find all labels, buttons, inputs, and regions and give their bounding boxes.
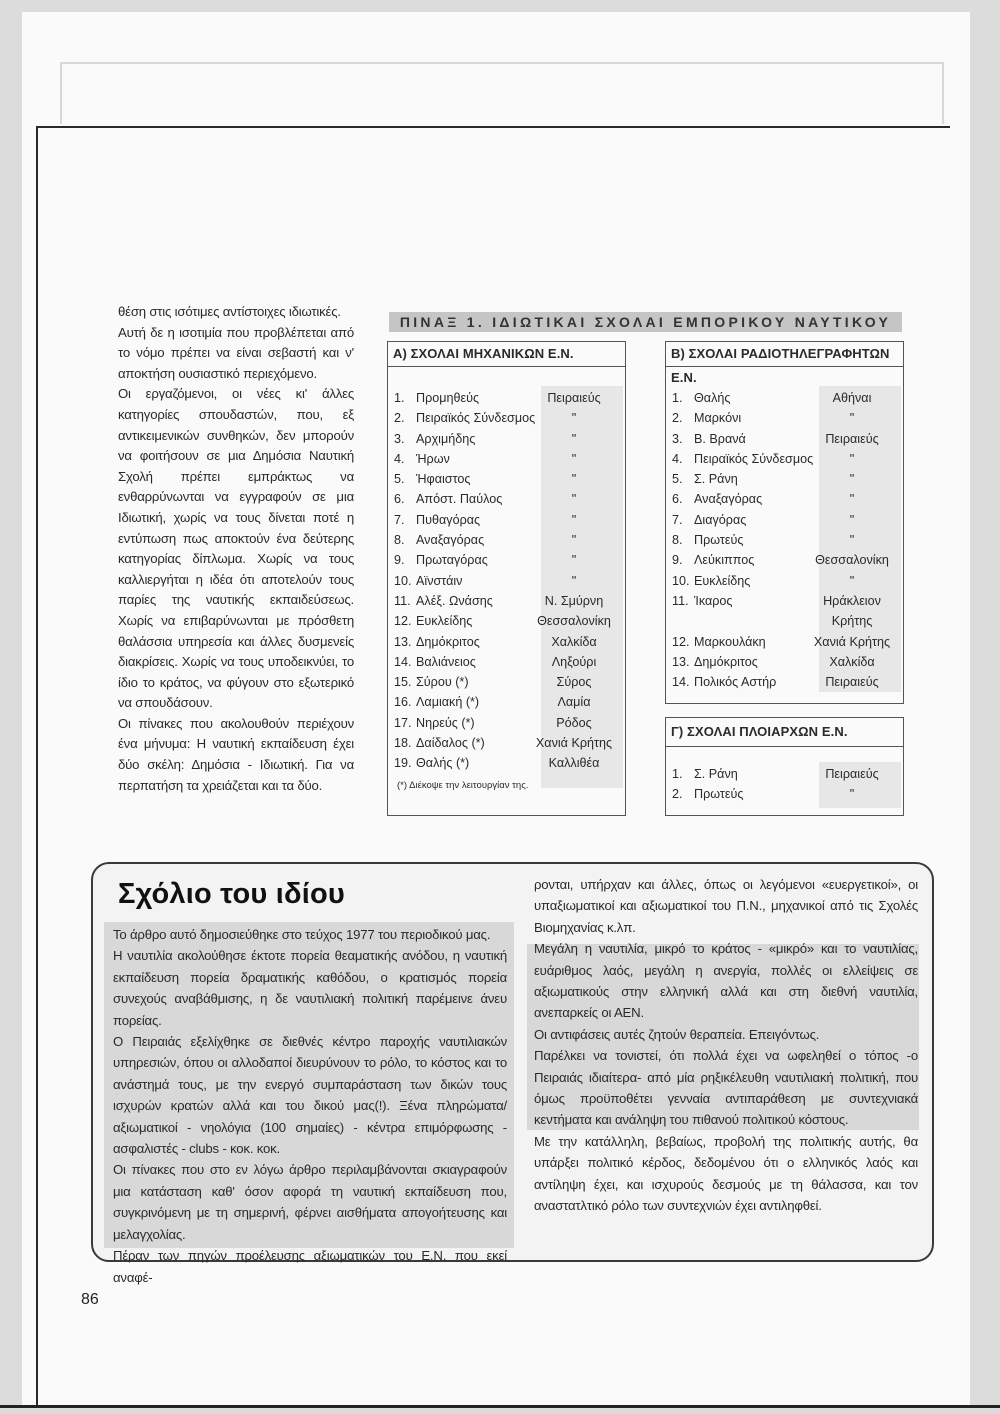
school-city: " [571,512,577,527]
table-c-box [665,717,904,816]
school-city: Ηράκλειον [823,593,881,608]
row-number: 8. [394,533,405,548]
row-number: 10. [672,573,690,588]
school-name: Ήφαιστος [416,472,471,487]
table-row [394,632,616,652]
school-city: " [849,573,855,588]
school-name: Σύρου (*) [416,675,469,690]
school-name: Λεύκιππος [694,553,755,568]
school-name: Πρωτεύς [694,533,744,548]
school-name: Πολικός Αστήρ [694,675,777,690]
comment-paragraph: Με την κατάλληλη, βεβαίως, προβολή της πολιτικής αυτής, θα υπάρξει πολιτικό κέρδος, δεδομένου ότι ο ελληνικός λαός και αντίληψη έχει, και ισχυρούς δεσμούς με τη θάλασσα, και τον αναστατλτικό ρόλο των συντεχνιών έχει αντιληφθεί. [534,1133,918,1214]
row-number: 4. [672,451,683,466]
table-a-rows [394,388,616,774]
school-city: " [571,431,577,446]
school-city: Λαμία [557,695,591,710]
school-city: Θεσσαλονίκη [537,614,611,629]
row-number: 2. [672,411,683,426]
comment-column-left [113,924,507,1288]
left-text-column [118,302,354,796]
school-name: Πειραϊκός Σύνδεσμος [694,451,814,466]
bleed-through-header [60,62,944,124]
comment-paragraph: Παρέλκει να τονιστεί, ότι πολλά έχει να ωφεληθεί ο τόπος -ο Πειραιάς ιδιαίτερα- από μία ρηξικέλευθη ναυτιλιακή πολιτική, που όμως προϋποθέτει γενναία αντιπαράθεση με συντεχνιακά κεντήματα και ανάληψη του πιθανού πολιτικού κόστους. [534,1048,918,1128]
table-row [672,510,894,530]
school-city: Πειραιεύς [547,391,601,405]
school-city: Θεσσαλονίκη [815,553,889,568]
row-number: 9. [394,553,405,568]
school-city: " [571,492,577,507]
row-number: 13. [394,634,412,649]
school-city: Καλλιθέα [548,756,600,771]
school-name: Σ. Ράνη [694,767,738,781]
school-city: Σύρος [556,675,592,690]
table-b-heading: Β) ΣΧΟΛΑΙ ΡΑΔΙΟΤΗΛΕΓΡΑΦΗΤΩΝ Ε.Ν. [666,342,903,367]
school-name: Μαρκουλάκη [694,634,766,649]
school-city: " [849,492,855,507]
bottom-edge-line [0,1405,1000,1408]
school-city: " [571,573,577,588]
table-row [394,672,616,692]
table-a-heading: Α) ΣΧΟΛΑΙ ΜΗΧΑΝΙΚΩΝ Ε.Ν. [388,342,625,367]
school-city: Χανιά Κρήτης [813,634,891,649]
school-city: " [849,411,855,426]
table-row [394,469,616,489]
table-row [394,591,616,611]
comment-paragraph: Πέραν των πηγών προέλευσης αξιωματικών του Ε.Ν. που εκεί αναφέ- [113,1248,507,1285]
table-row [672,489,894,509]
school-name: Ήρων [416,451,450,466]
table-row [672,388,894,408]
left-paragraph: θέση στις ισότιμες αντίστοιχες ιδιωτικές. [118,304,341,319]
table-c-heading: Γ) ΣΧΟΛΑΙ ΠΛΟΙΑΡΧΩΝ Ε.Ν. [666,718,903,747]
row-number: 2. [394,411,405,426]
row-number: 19. [394,756,412,771]
row-number: 11. [394,593,411,608]
school-name: Ευκλείδης [694,573,751,588]
school-city: Αθήναι [832,391,872,405]
table-row [672,611,894,631]
row-number: 12. [672,634,690,649]
school-city: " [849,512,855,527]
row-number: 4. [394,451,405,466]
table-row [394,753,616,773]
table-row [672,672,894,692]
row-number: 3. [672,431,683,446]
table-row [672,429,894,449]
comment-paragraph: Οι αντιφάσεις αυτές ζητούν θεραπεία. Επειγόντως. [534,1026,820,1042]
school-name: Προμηθεύς [416,391,480,405]
school-name: Απόστ. Παύλος [416,492,503,507]
school-city: Χανιά Κρήτης [535,736,613,751]
comment-paragraph: Οι πίνακες που στο εν λόγω άρθρο περιλαμβάνονται σκιαγραφούν μια κατάσταση καθ' όσον αφορά τη ναυτική εκπαίδευση που, συγκρινόμενη με τη σημερινή, φέρνει αισθήματα απογοήτευσης και μελαγχολίας. [113,1162,507,1242]
row-number: 3. [394,431,405,446]
row-number: 7. [394,512,405,527]
table-row [394,571,616,591]
table-a-box [387,341,626,816]
school-city: " [571,472,577,487]
table-row [672,652,894,672]
school-name: Βαλιάνειος [416,654,476,669]
row-number: 1. [394,391,405,405]
school-name: Δημόκριτος [416,634,480,649]
table-title: ΠΙΝΑΞ 1. ΙΔΙΩΤΙΚΑΙ ΣΧΟΛΑΙ ΕΜΠΟΡΙΚΟΥ ΝΑΥΤΙΚΟΥ [389,312,902,332]
school-name: Αναξαγόρας [416,533,485,548]
school-city: Χαλκίδα [829,654,875,669]
row-number: 13. [672,654,690,669]
school-name: Δημόκριτος [694,654,758,669]
row-number: 15. [394,675,412,690]
row-number: 2. [672,787,683,802]
table-row [672,469,894,489]
row-number: 10. [394,573,412,588]
table-row [672,591,894,611]
row-number: 12. [394,614,412,629]
table-row [394,429,616,449]
school-name: Νηρεύς (*) [416,715,475,730]
comment-box [91,862,934,1285]
left-paragraph: Οι πίνακες που ακολουθούν περιέχουν ένα μήνυμα: Η ναυτική εκπαίδευση έχει δύο σκέλη: Δημόσια - Ιδιωτική. Για να περπατήση τα χρειάζεται και τα δύο. [118,715,354,793]
table-b-box [665,341,904,704]
school-city: " [849,533,855,548]
table-row [394,733,616,753]
row-number: 7. [672,512,683,527]
school-name: Πυθαγόρας [416,512,481,527]
comment-paragraph: Η ναυτιλία ακολούθησε έκτοτε πορεία θεαματικής ανόδου, η ναυτική εκπαίδευση πορεία δραματικής καθόδου, ο κρατισμός πορεία συνεχούς αναβάθμισης, η δε ναυτιλιακή πολιτική παρέμεινε άνευ πορείας. [113,948,507,1028]
school-name: Πρωτεύς [694,787,744,802]
table-row [394,530,616,550]
school-name: Δαίδαλος (*) [416,736,485,751]
school-city: Χαλκίδα [551,634,597,649]
table-row [394,489,616,509]
table-b-rows [672,388,894,692]
school-name: Λαμιακή (*) [416,695,480,710]
table-row [394,652,616,672]
school-city: " [571,411,577,426]
school-name: Ευκλείδης [416,614,473,629]
school-city: Πειραιεύς [825,431,879,446]
school-name: Αναξαγόρας [694,492,763,507]
table-row [672,449,894,469]
left-paragraph: Οι εργαζόμενοι, οι νέες κι' άλλες κατηγορίες σπουδαστών, που, εξ αντικειμενικών συνθηκών, δεν μπορούν να φοιτήσουν σε μια Δημόσια Ναυτική Σχολή πρέπει εμπράκτως να ενθαρρύνωνται να εγγραφούν σε μια Ιδιωτική, χωρίς να τους δίνεται ποτέ η εντύπωση πως αποκτούν ένα δεύτερης κατηγορίας δίπλωμα. Χωρίς να τους καλλιεργήται η ιδέα ότι αποτελούν τους παρίες της ναυτικής εκπαιδεύσεως. Χωρίς να επιβαρύνωνται με πρόσθετη θαλάσσια υπηρεσία και άλλες δυσμενείς διακρίσεις. Χωρίς να τους υποδεικνύει, το ίδιο το κράτος, να φύγουν στο εξωτερικό να σπουδάσουν. [118,386,354,711]
table-row [394,388,616,408]
table-row [672,571,894,591]
school-city: Κρήτης [831,614,873,629]
school-name: Πρωταγόρας [416,553,488,568]
table-row [672,408,894,428]
row-number: 6. [672,492,683,507]
row-number: 11. [672,593,689,608]
school-city: " [849,472,855,487]
school-city: Ρόδος [556,715,592,730]
row-number: 1. [672,391,683,405]
table-row [394,408,616,428]
school-name: Θαλής [694,391,731,405]
comment-column-right [534,874,918,1217]
school-city: " [571,533,577,548]
row-number: 17. [394,715,412,730]
school-name: Ίκαρος [694,593,733,608]
table-c-rows [672,764,894,805]
school-city: " [571,553,577,568]
school-name: Πειραϊκός Σύνδεσμος [416,411,536,426]
left-paragraph: Αυτή δε η ισοτιμία που προβλέπεται από το νόμο πρέπει να είναι σεβαστή και ν' αποκτήση ουσιαστικό περιεχόμενο. [118,324,354,381]
school-city: " [849,787,855,802]
school-name: Μαρκόνι [694,411,742,426]
school-city: Πειραιεύς [825,675,879,690]
school-name: Αλέξ. Ωνάσης [416,593,493,608]
row-number: 5. [394,472,405,487]
row-number: 16. [394,695,412,710]
row-number: 9. [672,553,683,568]
table-row [394,713,616,733]
row-number: 18. [394,736,412,751]
table-row [394,611,616,631]
comment-paragraph: ρονται, υπήρχαν και άλλες, όπως οι λεγόμενοι «ευεργετικοί», οι υπαξιωματικοί και αξιωματικοί του Π.Ν., μηχανικοί από τις Σχολές Βιομηχανίας κ.λπ. [534,877,918,935]
school-city: Πειραιεύς [825,767,879,781]
comment-paragraph: Το άρθρο αυτό δημοσιεύθηκε στο τεύχος 1977 του περιοδικού μας. [113,927,491,942]
school-name: Διαγόρας [694,512,747,527]
table-row [672,530,894,550]
row-number: 6. [394,492,405,507]
table-a-footnote: (*) Διέκοψε την λειτουργίαν της. [397,780,529,791]
table-row [394,449,616,469]
row-number: 14. [672,675,690,690]
row-number: 14. [394,654,412,669]
row-number: 5. [672,472,683,487]
school-city: " [571,451,577,466]
page-number: 86 [81,1291,99,1308]
school-city: Ληξούρι [551,654,597,669]
school-name: Αρχιμήδης [416,431,476,446]
school-name: Β. Βρανά [694,431,746,446]
comment-paragraph: Ο Πειραιάς εξελίχθηκε σε διεθνές κέντρο παροχής ναυτιλιακών υπηρεσιών, όπου οι αλλοδαποί διευρύνουν το ρόλο, το κόστος και το ανάστημά τους, με την ενεργό συμπαράσταση των δικών τους ισχυρών κρατών αλλά και του δικού μας(!). Ξένα πληρώματα/αξιωματικοί - νηολόγια (100 σημαίες) - κέντρα επιμόρφωσης - ασφαλιστές - clubs - κοκ. κοκ. [113,1034,507,1157]
school-name: Θαλής (*) [416,756,470,771]
comment-title: Σχόλιο του ιδίου [118,878,346,910]
school-name: Αϊνστάιν [416,573,463,588]
table-row [672,784,894,804]
school-name: Σ. Ράνη [694,472,738,487]
school-city: Ν. Σμύρνη [544,593,604,608]
school-city: " [849,451,855,466]
comment-paragraph: Μεγάλη η ναυτιλία, μικρό το κράτος - «μικρό» και το ναυτιλίας, ευάριθμος λαός, μεγάλη η ανεργία, πολλές οι ελλείψεις σε αξιωματικούς στην ελληνική αλλά και στη διεθνή ναυτιλία, ανεπαρκείς οι ΑΕΝ. [534,941,918,1021]
table-row [394,550,616,570]
table-row [672,632,894,652]
table-row [394,692,616,712]
row-number: 1. [672,767,683,781]
table-row [394,510,616,530]
row-number: 8. [672,533,683,548]
table-row [672,764,894,784]
table-row [672,550,894,570]
